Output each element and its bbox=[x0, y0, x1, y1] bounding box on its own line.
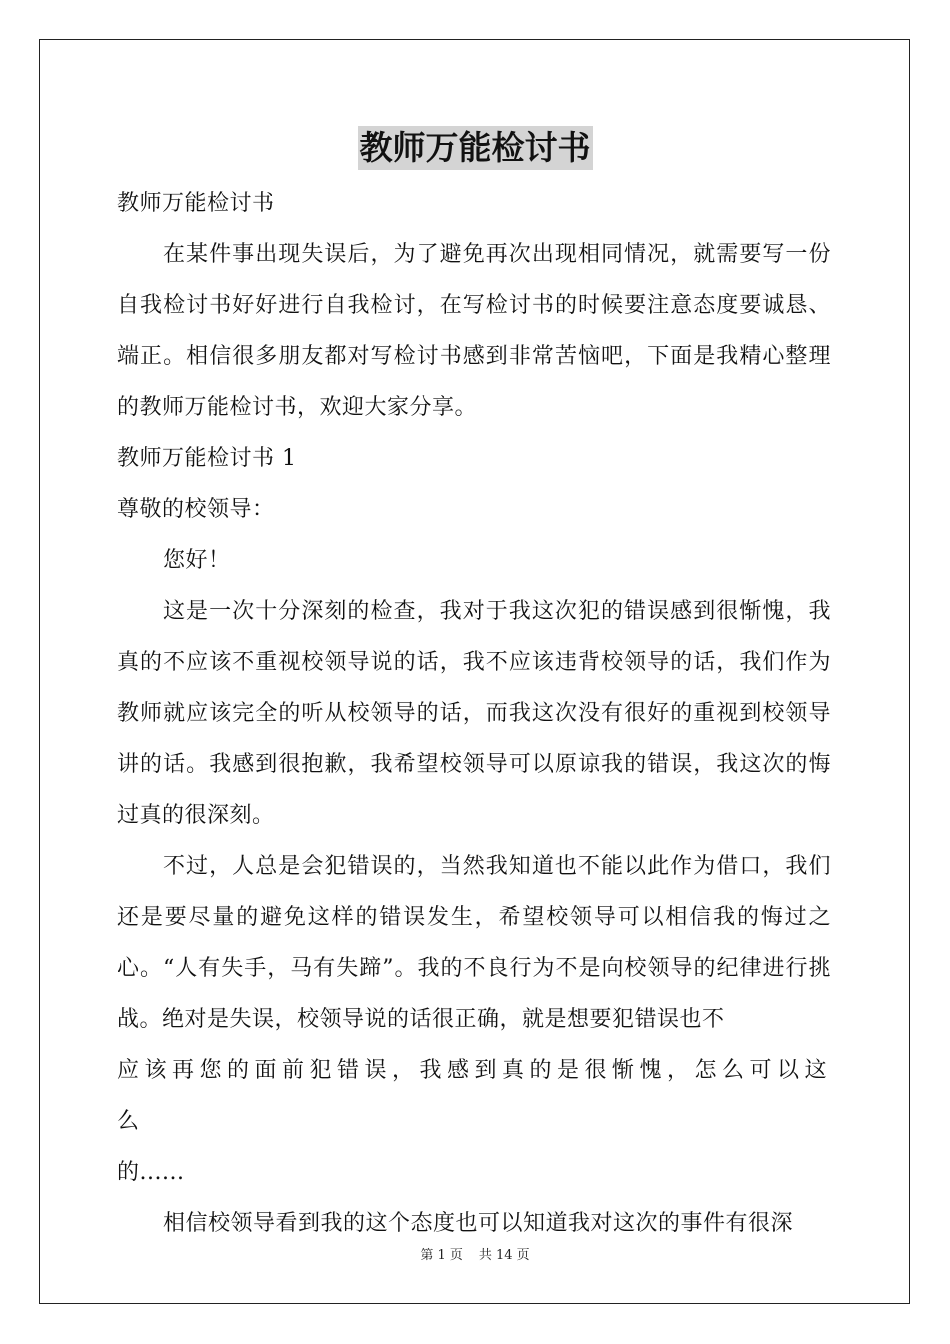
document-body bbox=[117, 178, 831, 1249]
paragraph-heading: 教师万能检讨书 bbox=[117, 191, 275, 216]
page-total: 共 14 页 bbox=[478, 1248, 530, 1263]
document-title: 教师万能检讨书 bbox=[358, 126, 593, 170]
paragraph-greeting: 您好！ bbox=[163, 548, 231, 573]
page-number: 第 1 页 bbox=[420, 1248, 463, 1263]
title-container bbox=[0, 126, 950, 170]
page-footer bbox=[0, 1247, 950, 1265]
paragraph-body-2-end: 的...... bbox=[117, 1160, 185, 1185]
paragraph-body-3: 相信校领导看到我的这个态度也可以知道我对这次的事件有很深 bbox=[163, 1211, 794, 1236]
paragraph-body-1: 这是一次十分深刻的检查，我对于我这次犯的错误感到很惭愧，我真的不应该不重视校领导说的话，我不应该违背校领导的话，我们作为教师就应该完全的听从校领导的话，而我这次没有很好的重视到校领导讲的话。我感到很抱歉，我希望校领导可以原谅我的错误，我这次的悔过真的很深刻。 bbox=[117, 599, 831, 828]
paragraph-body-2-continued: 应该再您的面前犯错误，我感到真的是很惭愧，怎么可以这么 bbox=[117, 1058, 831, 1134]
paragraph-body-2: 不过，人总是会犯错误的，当然我知道也不能以此作为借口，我们还是要尽量的避免这样的错误发生，希望校领导可以相信我的悔过之心。“人有失手，马有失蹄”。我的不良行为不是向校领导的纪律进行挑战。绝对是失误，校领导说的话很正确，就是想要犯错误也不 bbox=[117, 854, 831, 1032]
paragraph-section-title: 教师万能检讨书 1 bbox=[117, 446, 297, 471]
paragraph-salutation: 尊敬的校领导： bbox=[117, 497, 275, 522]
paragraph-intro: 在某件事出现失误后，为了避免再次出现相同情况，就需要写一份自我检讨书好好进行自我检讨，在写检讨书的时候要注意态度要诚恳、端正。相信很多朋友都对写检讨书感到非常苦恼吧，下面是我精心整理的教师万能检讨书，欢迎大家分享。 bbox=[117, 242, 831, 420]
